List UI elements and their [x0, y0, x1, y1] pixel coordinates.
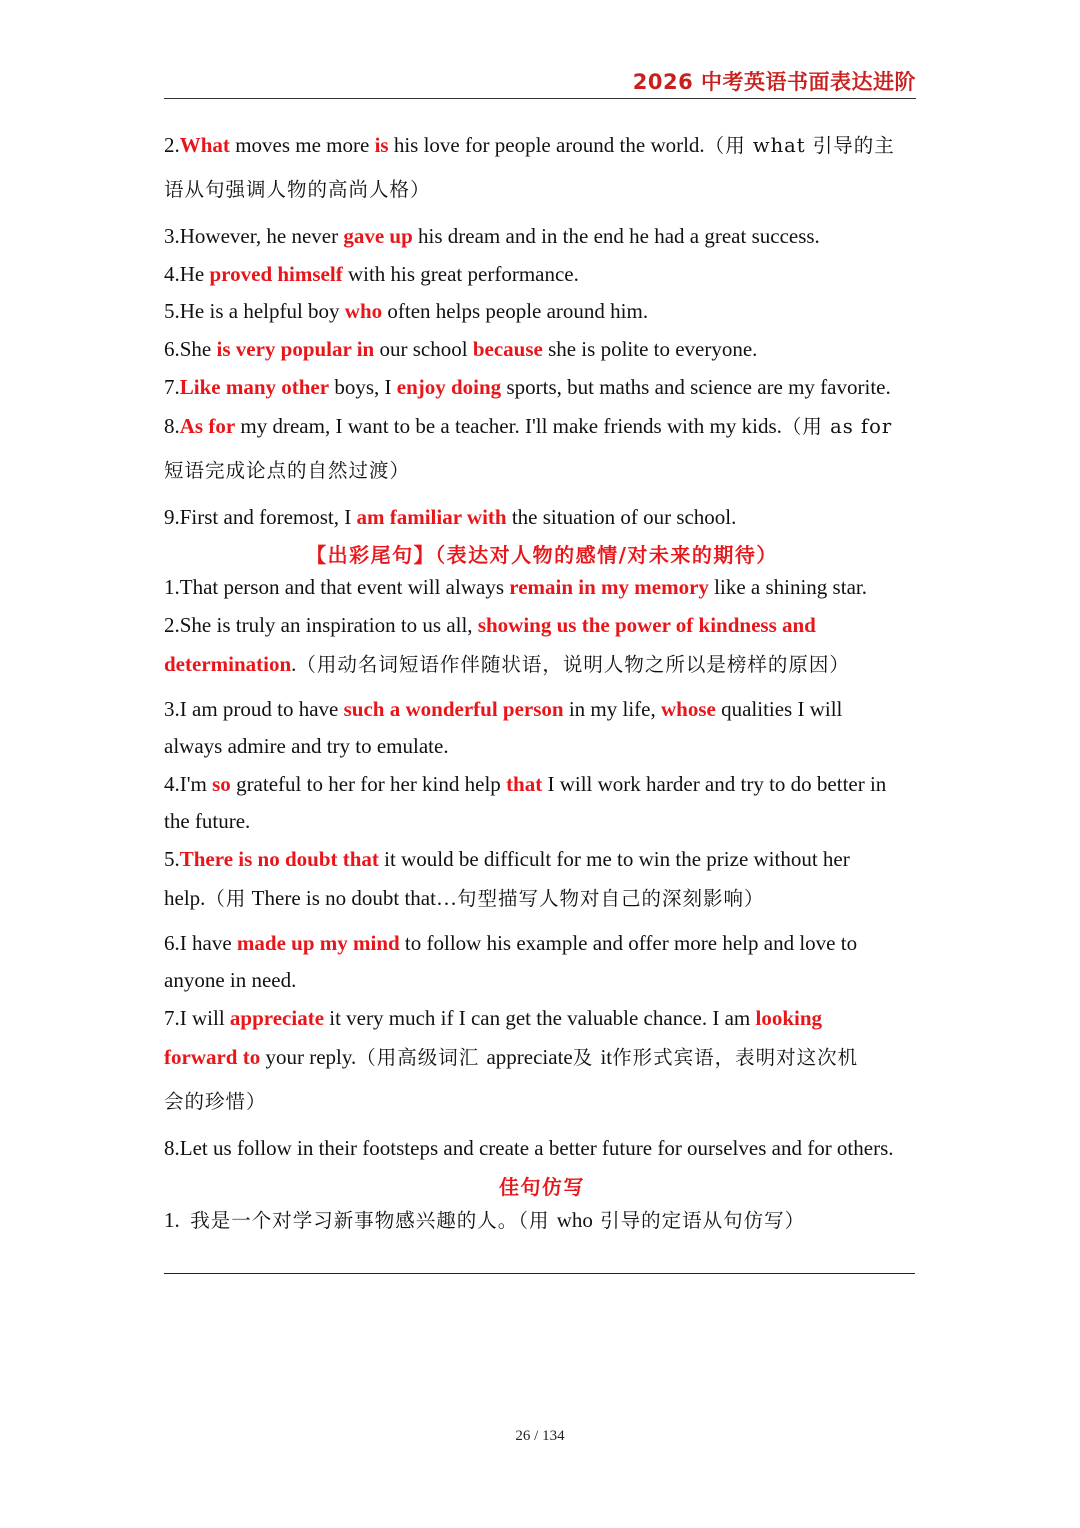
- text: 4.I'm: [164, 772, 213, 796]
- ending-3-line2: always admire and try to emulate.: [164, 734, 449, 758]
- highlight: As for: [179, 414, 236, 438]
- ending-2: [164, 611, 816, 639]
- text: in my life,: [563, 697, 661, 721]
- ending-5-line2: [164, 884, 764, 913]
- text: who: [556, 1208, 593, 1232]
- text: it: [600, 1045, 613, 1069]
- highlight: Like many other: [179, 375, 330, 399]
- ending-6-line2: anyone in need.: [164, 968, 297, 992]
- text: she is polite to everyone.: [542, 337, 758, 361]
- sentence-5: [164, 297, 648, 325]
- text: 8.: [164, 414, 180, 438]
- text: There is no doubt that…: [246, 886, 457, 910]
- note: （用 what 引导的主: [704, 134, 895, 157]
- text: like a shining star.: [708, 575, 867, 599]
- text: 7.I will: [164, 1006, 230, 1030]
- highlight: so: [212, 772, 231, 796]
- highlight: appreciate: [229, 1006, 325, 1030]
- text: 5.: [164, 847, 180, 871]
- imitation-section-heading: 佳句仿写: [499, 1175, 585, 1199]
- text: 1.That person and that event will always: [164, 575, 510, 599]
- sentence-6: [164, 335, 757, 363]
- highlight: who: [344, 299, 383, 323]
- text: his love for people around the world.: [388, 133, 705, 157]
- highlight: gave up: [343, 224, 413, 248]
- text: our school: [374, 337, 473, 361]
- note: 我是一个对学习新事物感兴趣的人。（用: [190, 1209, 557, 1232]
- sentence-8-note: 短语完成论点的自然过渡）: [164, 459, 411, 482]
- note: 句型描写人物对自己的深刻影响）: [456, 887, 765, 910]
- highlight: enjoy doing: [396, 375, 502, 399]
- note: （用 as for: [781, 415, 893, 438]
- num: 1.: [164, 1208, 180, 1232]
- highlight: showing us the power of kindness and: [477, 613, 816, 637]
- note: （用动名词短语作伴随状语，说明人物之所以是榜样的原因）: [296, 653, 850, 676]
- sentence-3: [164, 222, 820, 250]
- ending-4: [164, 770, 886, 798]
- highlight: that: [506, 772, 543, 796]
- sentence-8: [164, 412, 892, 441]
- text: appreciate: [486, 1045, 573, 1069]
- text: often helps people around him.: [382, 299, 649, 323]
- note: （用: [205, 887, 247, 910]
- imitation-question-1: [164, 1206, 805, 1235]
- sentence-2: [164, 131, 895, 160]
- text: 6.She: [164, 337, 217, 361]
- text: to follow his example and offer more help and love to: [399, 931, 858, 955]
- text: 3.I am proud to have: [164, 697, 344, 721]
- sentence-4: [164, 260, 579, 288]
- text: help.: [164, 886, 206, 910]
- num: 2.: [164, 133, 180, 157]
- ending-7-line2: [164, 1043, 858, 1072]
- text: it would be difficult for me to win the prize without her: [378, 847, 850, 871]
- highlight: determination: [164, 652, 292, 676]
- ending-3: [164, 695, 842, 723]
- highlight: is: [374, 133, 389, 157]
- ending-8: [164, 1134, 894, 1162]
- text: your reply.: [260, 1045, 357, 1069]
- highlight: because: [472, 337, 543, 361]
- highlight: is very popular in: [216, 337, 375, 361]
- highlight: made up my mind: [236, 931, 400, 955]
- answer-line[interactable]: [164, 1273, 915, 1274]
- highlight: What: [179, 133, 230, 157]
- ending-1: [164, 573, 867, 601]
- highlight: proved himself: [209, 262, 343, 286]
- text: boys, I: [329, 375, 397, 399]
- ending-7: [164, 1004, 822, 1032]
- text: .: [291, 652, 297, 676]
- note: （用高级词汇: [356, 1046, 487, 1069]
- highlight: forward to: [164, 1045, 261, 1069]
- text: 3.However, he never: [164, 224, 344, 248]
- note: 作形式宾语，表明对这次机: [612, 1046, 859, 1069]
- sentence-2-note: 语从句强调人物的高尚人格）: [164, 178, 431, 201]
- highlight: such a wonderful person: [343, 697, 564, 721]
- text: I will work harder and try to do better in: [542, 772, 887, 796]
- ending-4-line2: the future.: [164, 809, 251, 833]
- text: moves me more: [229, 133, 375, 157]
- text: 8.Let us follow in their footsteps and create a better future for ourselves and for others.: [164, 1136, 894, 1160]
- ending-7-note: 会的珍惜）: [164, 1090, 267, 1113]
- text: 4.He: [164, 262, 210, 286]
- text: 6.I have: [164, 931, 237, 955]
- highlight: There is no doubt that: [179, 847, 379, 871]
- text: the situation of our school.: [506, 505, 737, 529]
- page-number: 26 / 134: [515, 1428, 565, 1444]
- header-rule: [164, 98, 916, 99]
- text: 5.He is a helpful boy: [164, 299, 345, 323]
- text: sports, but maths and science are my favorite.: [501, 375, 891, 399]
- text: qualities I will: [715, 697, 843, 721]
- note: 引导的定语从句仿写）: [592, 1209, 806, 1232]
- page-header-title: 2026 中考英语书面表达进阶: [632, 70, 916, 94]
- note: 及: [572, 1046, 601, 1069]
- text: 7.: [164, 375, 180, 399]
- sentence-9: [164, 503, 736, 531]
- text: 9.First and foremost, I: [164, 505, 357, 529]
- text: it very much if I can get the valuable chance. I am: [324, 1006, 756, 1030]
- text: grateful to her for her kind help: [230, 772, 507, 796]
- highlight: looking: [755, 1006, 823, 1030]
- ending-6: [164, 929, 857, 957]
- text: his dream and in the end he had a great success.: [412, 224, 820, 248]
- ending-section-heading: 【出彩尾句】（表达对人物的感情/对未来的期待）: [306, 543, 778, 567]
- highlight: am familiar with: [356, 505, 507, 529]
- text: my dream, I want to be a teacher. I'll make friends with my kids.: [235, 414, 782, 438]
- highlight: remain in my memory: [509, 575, 709, 599]
- highlight: whose: [660, 697, 716, 721]
- text: with his great performance.: [342, 262, 579, 286]
- ending-5: [164, 845, 850, 873]
- text: 2.She is truly an inspiration to us all,: [164, 613, 478, 637]
- ending-2-line2: [164, 650, 850, 679]
- sentence-7: [164, 373, 891, 401]
